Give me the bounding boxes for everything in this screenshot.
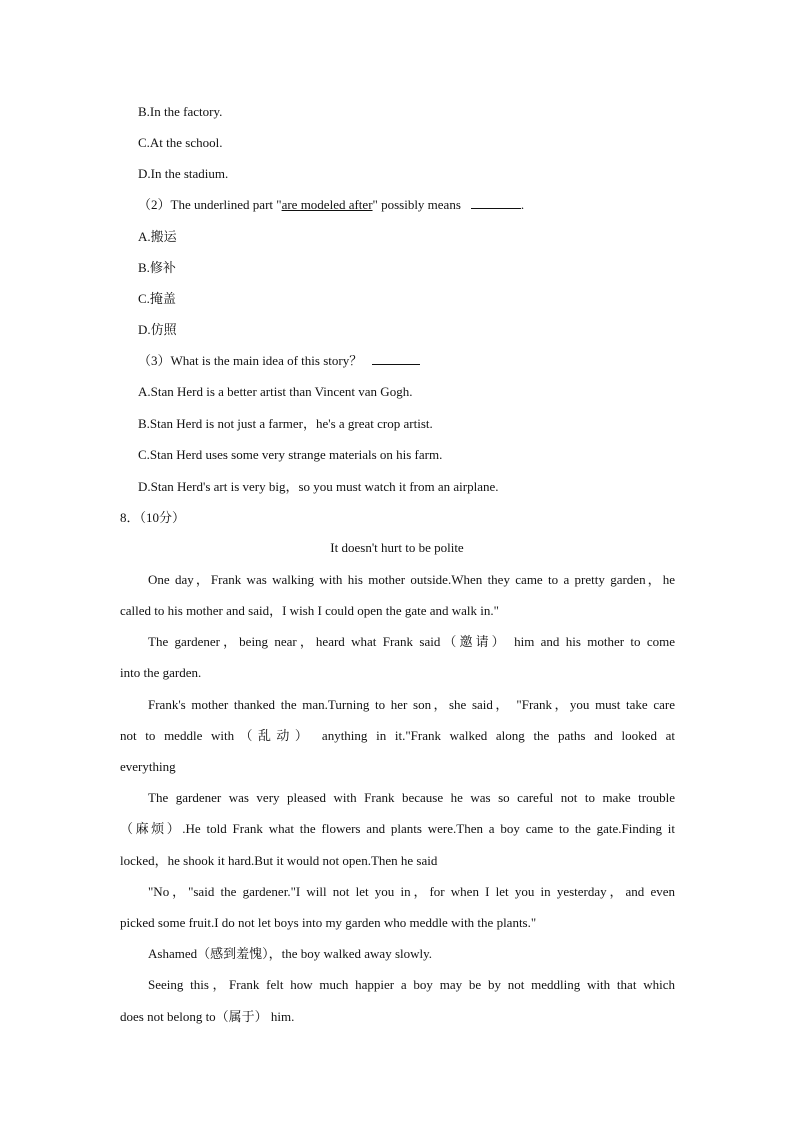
paragraph-1-line-2: called to his mother and said，I wish I could open the gate and walk in." [120,603,499,618]
paragraph-4-line-1: The gardener was very pleased with Frank because he was so careful not to make trouble [148,790,675,805]
option-a-move: A.搬运 [138,229,177,244]
paragraph-3-line-1: Frank's mother thanked the man.Turning to her son，she said， "Frank，you must take care [148,697,675,712]
option-c-cover: C.掩盖 [138,291,176,306]
question-3-text: （3）What is the main idea of this story？ [138,353,363,368]
paragraph-7-line-1: Seeing this，Frank felt how much happier a boy may be by not meddling with that which [148,977,675,992]
question-2-suffix: " possibly means [372,197,461,212]
paragraph-1-line-1: One day，Frank was walking with his mother outside.When they came to a pretty garden，he [148,572,675,587]
paragraph-6-line-1: Ashamed（感到羞愧），the boy walked away slowly. [148,946,433,961]
answer-blank [372,353,420,365]
option-c-school: C.At the school. [138,135,223,150]
answer-blank [471,197,521,209]
question-2-end: . [520,197,525,212]
paragraph-2-line-1: The gardener，being near，heard what Frank said（邀请） him and his mother to come [148,634,675,649]
paragraph-2-line-2: into the garden. [120,665,202,680]
option-d-stadium: D.In the stadium. [138,166,229,181]
paragraph-5-line-2: picked some fruit.I do not let boys into my garden who meddle with the plants." [120,915,537,930]
question-2 [138,197,524,213]
option-a-better-artist: A.Stan Herd is a better artist than Vincent van Gogh. [138,384,413,399]
passage-title: It doesn't hurt to be polite [330,540,464,555]
paragraph-4-line-3: locked，he shook it hard.But it would not open.Then he said [120,853,438,868]
option-d-imitate: D.仿照 [138,322,177,337]
option-b-repair: B.修补 [138,260,176,275]
question-2-prefix: （2）The underlined part " [138,197,282,212]
question-3 [138,353,420,369]
section-8-header: 8．（10分） [120,510,186,525]
option-b-crop-artist: B.Stan Herd is not just a farmer，he's a great crop artist. [138,416,433,431]
option-b-factory: B.In the factory. [138,104,223,119]
option-d-airplane: D.Stan Herd's art is very big，so you must watch it from an airplane. [138,479,499,494]
paragraph-4-line-2: （麻烦）.He told Frank what the flowers and plants were.Then a boy came to the gate.Finding it [120,821,675,836]
paragraph-3-line-2: not to meddle with（乱动） anything in it."Frank walked along the paths and looked at [120,728,675,743]
paragraph-3-line-3: everything [120,759,176,774]
paragraph-5-line-1: "No，"said the gardener."I will not let you in，for when I let you in yesterday，and even [148,884,675,899]
option-c-materials: C.Stan Herd uses some very strange materials on his farm. [138,447,443,462]
paragraph-7-line-2: does not belong to（属于） him. [120,1009,295,1024]
question-2-underlined: are modeled after [281,197,373,212]
